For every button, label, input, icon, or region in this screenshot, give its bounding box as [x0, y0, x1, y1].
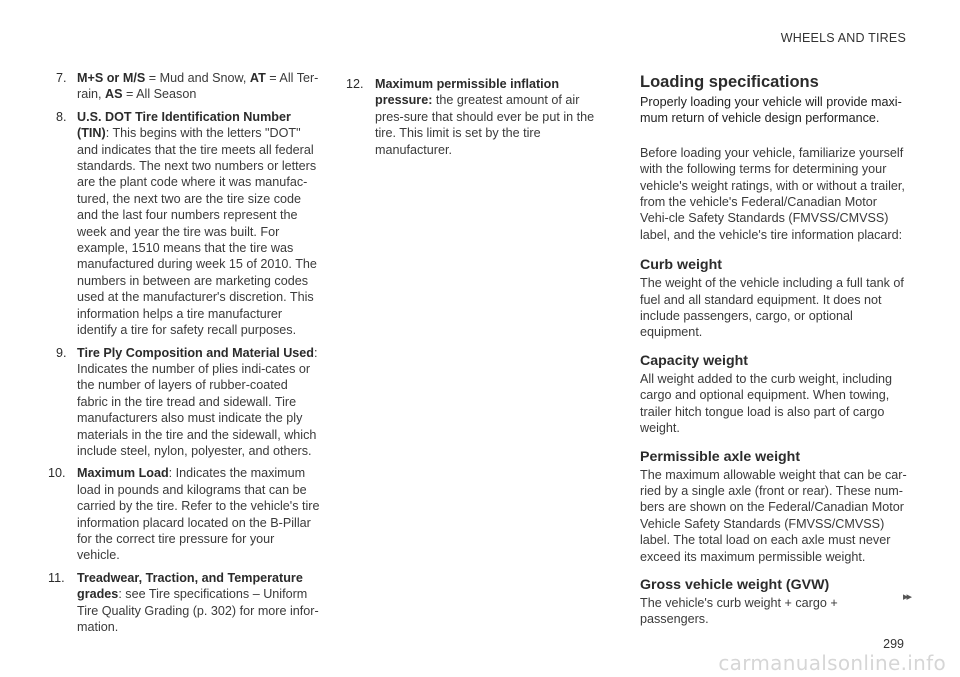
section-title: WHEELS AND TIRES	[780, 31, 906, 45]
subheading: Permissible axle weight	[640, 448, 801, 465]
item-number: 12.	[346, 77, 364, 91]
intro-paragraph: Before loading your vehicle, familiarize yourself with the following terms for determining your vehicle's weight ratings, with or without a trailer, from the vehicle's Federal/Canadian Motor Vehi-cle Safety Standards (FMVSS/CMVSS) label, and the vehicle's tire information placard:	[640, 145, 905, 242]
item-text	[77, 109, 320, 339]
term: U.S. DOT Tire Identification Number (TIN)	[77, 109, 291, 141]
term: Maximum permissible inflation pressure:	[375, 77, 560, 108]
item-number: 7.	[56, 71, 67, 85]
watermark: carmanualsonline.info	[718, 651, 946, 675]
list-item	[56, 70, 320, 103]
list-item	[56, 109, 320, 339]
list-item	[48, 465, 320, 563]
list-item	[56, 345, 320, 460]
lead-paragraph: Properly loading your vehicle will provide maxi-mum return of vehicle design performance.	[640, 95, 902, 126]
list-item	[346, 76, 606, 158]
definition-paragraph: The weight of the vehicle including a full tank of fuel and all standard equipment. It does not include passengers, cargo, or optional equipment.	[640, 276, 904, 340]
subheading: Curb weight	[640, 257, 722, 274]
loading-specifications-column	[640, 72, 908, 640]
section-heading: Loading specifications	[640, 73, 819, 91]
subheading: Gross vehicle weight (GVW)	[640, 576, 830, 593]
subheading: Capacity weight	[640, 352, 749, 369]
term: AT	[249, 71, 266, 85]
term: Maximum Load	[77, 466, 169, 481]
description: : see Tire specifications – Uniform Tire Quality Grading (p. 302) for more infor-mation.	[77, 587, 319, 634]
item-text	[77, 465, 320, 563]
description: = All Ter-rain,	[77, 71, 319, 102]
definition-paragraph: The vehicle's curb weight + cargo + passengers.	[640, 595, 838, 627]
definition-paragraph: The maximum allowable weight that can be car-ried by a single axle (front or rear). These num-bers are shown on the Federal/Canadian Motor Vehicle Safety Standards (FMVSS/CMVSS) label. The total load on each axle must never exceed its maximum permissible weight.	[640, 467, 907, 564]
term: Treadwear, Traction, and Temperature grades	[77, 570, 303, 602]
item-text	[77, 70, 320, 103]
page-number: 299	[883, 637, 904, 651]
item-number: 10.	[48, 466, 66, 481]
definition-paragraph: All weight added to the curb weight, including cargo and optional equipment. When towing, trailer hitch tongue load is also part of cargo weight.	[640, 371, 893, 436]
term: M+S or M/S	[77, 71, 146, 85]
description: the greatest amount of air pres-sure that should ever be put in the tire. This limit is set by the tire manufacturer.	[375, 93, 595, 157]
item-text	[375, 76, 606, 158]
term: Tire Ply Composition and Material Used	[77, 345, 314, 360]
description: : This begins with the letters "DOT" and indicates that the tire meets all federal standards. The next two numbers or letters are the plant code where it was manufac-tured, the next two are the tire size code and the last four numbers represent the week and year the tire was built. For example, 1510 means that the tire was manufactured during week 15 of 2010. The numbers in between are marketing codes used at the manufacturer's discretion. This information helps a tire manufacturer identify a tire for safety recall purposes.	[77, 126, 317, 338]
tire-label-list-column-1	[48, 70, 320, 641]
item-number: 8.	[56, 109, 67, 124]
list-item	[48, 570, 320, 636]
description: : Indicates the number of plies indi-cates or the number of layers of rubber-coated fabric in the tire tread and sidewall. Tire manufacturers also must indicate the ply materials in the tire and the sidewall, which include steel, nylon, polyester, and others.	[77, 345, 318, 458]
description: = Mud and Snow,	[145, 71, 250, 85]
item-text	[77, 570, 320, 636]
item-text	[77, 345, 320, 460]
description: = All Season	[122, 87, 197, 102]
item-number: 9.	[56, 345, 67, 360]
tire-label-list-column-2	[346, 76, 606, 164]
item-number: 11.	[48, 570, 65, 585]
term: AS	[105, 87, 123, 102]
description: : Indicates the maximum load in pounds and kilograms that can be carried by the tire. Refer to the vehicle's tire information placard located on the B-Pillar for the correct tire pressure for your vehicle.	[77, 466, 320, 563]
double-chevron-right-icon: ▸▸	[902, 591, 910, 603]
